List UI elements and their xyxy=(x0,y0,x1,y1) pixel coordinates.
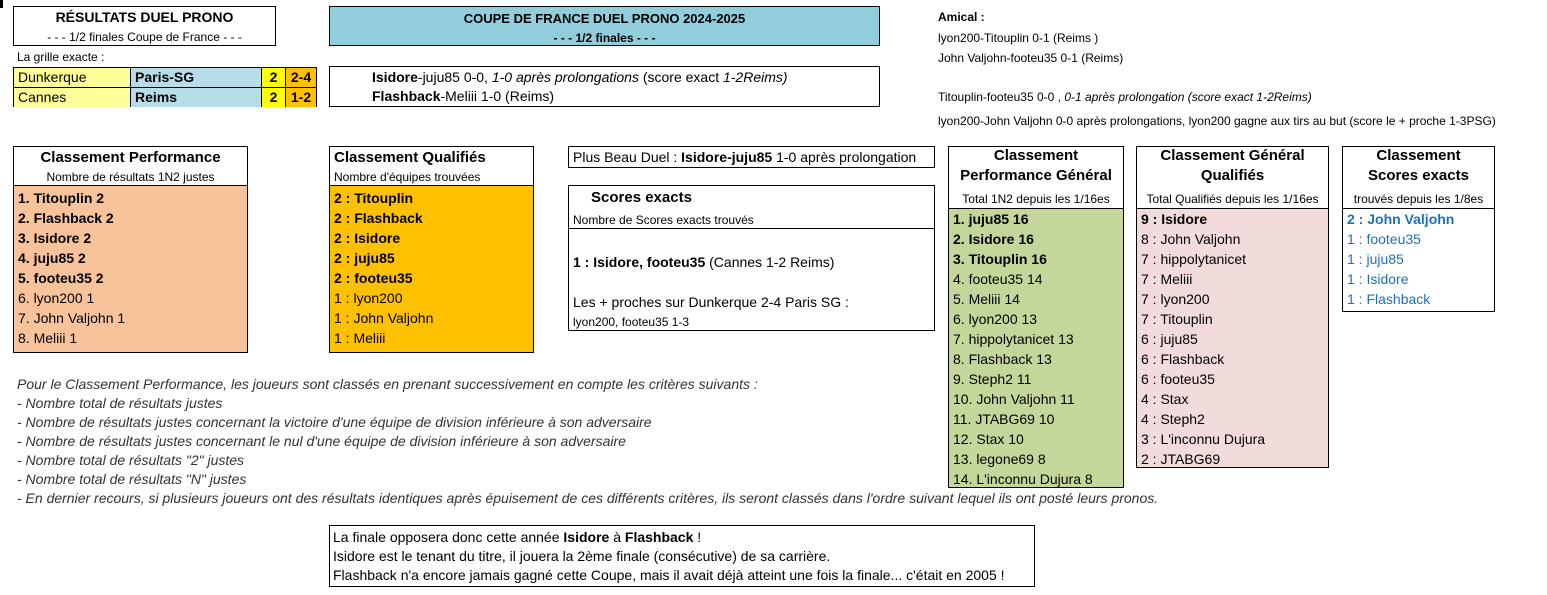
perf-general-header xyxy=(949,147,1123,209)
duel-2-winner: Flashback xyxy=(372,88,441,104)
amical-line-2: John Valjohn-footeu35 0-1 (Reims) xyxy=(938,51,1124,65)
qualif-general-header xyxy=(1137,147,1328,209)
perf-general-row: 13. legone69 8 xyxy=(953,451,1046,467)
perf-general-subtitle: Total 1N2 depuis les 1/16es xyxy=(962,192,1110,206)
match-1-num: 2 xyxy=(262,68,286,87)
scores-result-match: (Cannes 1-2 Reims) xyxy=(705,254,835,270)
match-1-away: Paris-SG xyxy=(131,68,262,87)
perf-row: 1. Titouplin 2 xyxy=(18,190,105,206)
perf-box xyxy=(13,146,248,353)
final-line-3: Flashback n'a encore jamais gagné cette Coupe, mais il avait déjà atteint une fois la finale... c'était en 2005 ! xyxy=(333,567,1005,583)
results-subtitle: - - - 1/2 finales Coupe de France - - - xyxy=(47,30,242,44)
scores-result-names: 1 : Isidore, footeu35 xyxy=(573,254,706,270)
duel-1-winner: Isidore xyxy=(372,69,418,85)
duel-1-extra: 1-0 après prolongations xyxy=(491,69,639,85)
qualif-row: 2 : Flashback xyxy=(334,210,423,226)
qualif-general-row: 8 : John Valjohn xyxy=(1141,231,1241,247)
rules-line: - Nombre total de résultats "2" justes xyxy=(17,452,245,468)
duel-1-paren-italic: 1-2Reims) xyxy=(722,69,788,85)
perf-row: 2. Flashback 2 xyxy=(18,210,114,226)
perf-general-row: 1. juju85 16 xyxy=(953,211,1029,227)
rules-line: - Nombre total de résultats justes xyxy=(17,395,223,411)
qualif-general-row: 9 : Isidore xyxy=(1141,211,1208,227)
qualif-general-row: 6 : footeu35 xyxy=(1141,371,1215,387)
perf-row: 3. Isidore 2 xyxy=(18,230,92,246)
scores-general-title-1: Classement xyxy=(1376,147,1461,164)
qualif-general-row: 7 : Meliii xyxy=(1141,271,1193,287)
rules-line: Pour le Classement Performance, les joueurs sont classés en prenant successivement en compte les critères suivants : xyxy=(17,376,758,392)
duel-2-rest: -Meliii 1-0 (Reims) xyxy=(440,88,555,104)
beau-duel-rest: 1-0 après prolongation xyxy=(772,149,917,165)
qualif-header xyxy=(330,147,533,186)
corner-marker xyxy=(0,0,3,8)
qualif-general-row: 2 : JTABG69 xyxy=(1141,451,1221,467)
final-box xyxy=(329,525,1035,587)
qualif-row: 1 : lyon200 xyxy=(334,290,403,306)
qualif-general-row: 4 : Steph2 xyxy=(1141,411,1205,427)
final-line-1-e: ! xyxy=(693,529,702,545)
qualif-general-list xyxy=(1137,209,1328,467)
qualif-general-row: 4 : Stax xyxy=(1141,391,1189,407)
scores-general-title-2: Scores exacts xyxy=(1368,167,1469,184)
qualif-box xyxy=(329,146,534,353)
perf-general-row: 10. John Valjohn 11 xyxy=(953,391,1075,407)
beau-duel-label: Plus Beau Duel : xyxy=(573,149,682,165)
qualif-general-row: 6 : juju85 xyxy=(1141,331,1198,347)
perf-row: 4. juju85 2 xyxy=(18,250,86,266)
perf-row: 6. lyon200 1 xyxy=(18,290,95,306)
scores-general-row: 1 : Isidore xyxy=(1347,271,1409,287)
perf-general-box xyxy=(948,146,1124,488)
perf-general-row: 3. Titouplin 16 xyxy=(953,251,1047,267)
scores-title: Scores exacts xyxy=(591,189,692,206)
scores-proches-label: Les + proches sur Dunkerque 2-4 Paris SG : xyxy=(573,294,849,310)
perf-header xyxy=(14,147,247,186)
qualif-general-row: 3 : L'inconnu Dujura xyxy=(1141,431,1266,447)
qualif-row: 1 : John Valjohn xyxy=(334,310,434,326)
scores-general-box xyxy=(1342,146,1495,312)
scores-subtitle: Nombre de Scores exacts trouvés xyxy=(573,213,754,227)
match-2-home: Cannes xyxy=(14,88,131,107)
qualif-row: 1 : Meliii xyxy=(334,330,386,346)
duel-2 xyxy=(372,88,879,104)
beau-duel-text xyxy=(573,149,934,165)
qualif-general-row: 6 : Flashback xyxy=(1141,351,1225,367)
qualif-general-row: 7 : Titouplin xyxy=(1141,311,1213,327)
perf-general-row: 6. lyon200 13 xyxy=(953,311,1038,327)
perf-general-row: 9. Steph2 11 xyxy=(953,371,1032,387)
qualif-general-subtitle: Total Qualifiés depuis les 1/16es xyxy=(1146,192,1319,206)
match-1-score: 2-4 xyxy=(286,68,316,87)
perf-general-row: 7. hippolytanicet 13 xyxy=(953,331,1074,347)
scores-general-list xyxy=(1343,209,1494,311)
cup-header xyxy=(329,6,880,46)
cup-subtitle: - - - 1/2 finales - - - xyxy=(553,31,656,45)
scores-header xyxy=(569,186,934,229)
final-line-1-c: à xyxy=(609,529,625,545)
duel-1 xyxy=(372,69,879,85)
match-row-1 xyxy=(14,68,316,88)
scores-general-header xyxy=(1343,147,1494,209)
perf-row: 8. Meliii 1 xyxy=(18,330,78,346)
qualif-row: 2 : Titouplin xyxy=(334,190,414,206)
scores-proches: lyon200, footeu35 1-3 xyxy=(573,315,690,329)
rules-line: - En dernier recours, si plusieurs joueurs ont des résultats identiques après épuisement de ces différents critères, ils seront classés dans l'ordre suivant lequel ils ont posté leurs pronos. xyxy=(17,490,1159,506)
perf-general-row: 8. Flashback 13 xyxy=(953,351,1052,367)
perf-general-list xyxy=(949,209,1123,487)
duel-1-rest: -juju85 0-0, xyxy=(417,69,492,85)
scores-general-row: 1 : footeu35 xyxy=(1347,231,1421,247)
amical-line-1: lyon200-Titouplin 0-1 (Reims ) xyxy=(938,31,1099,45)
perf-title: Classement Performance xyxy=(40,149,221,166)
scores-result xyxy=(573,254,934,270)
final-line-2: Isidore est le tenant du titre, il jouera la 2ème finale (consécutive) de sa carrière. xyxy=(333,548,831,564)
rules-line: - Nombre de résultats justes concernant le nul d'une équipe de division inférieure à son adversaire xyxy=(17,433,626,449)
perf-general-row: 14. L'inconnu Dujura 8 xyxy=(953,471,1093,487)
beau-duel-pair: Isidore-juju85 xyxy=(681,149,773,165)
amical-line-3 xyxy=(938,90,1312,104)
match-row-2 xyxy=(14,88,316,107)
perf-general-row: 11. JTABG69 10 xyxy=(953,411,1055,427)
match-2-num: 2 xyxy=(262,88,286,107)
scores-box xyxy=(568,185,935,331)
results-title: RÉSULTATS DUEL PRONO xyxy=(55,9,234,25)
perf-general-row: 5. Meliii 14 xyxy=(953,291,1020,307)
beau-duel-box xyxy=(568,146,935,168)
qualif-list xyxy=(330,186,533,352)
results-header xyxy=(13,6,276,46)
match-2-score: 1-2 xyxy=(286,88,316,107)
qualif-row: 2 : juju85 xyxy=(334,250,395,266)
scores-general-row: 1 : juju85 xyxy=(1347,251,1404,267)
amical-line-4: lyon200-John Valjohn 0-0 après prolongations, lyon200 gagne aux tirs au but (score le + proche 1-3PSG) xyxy=(938,114,1496,128)
qualif-row: 2 : footeu35 xyxy=(334,270,413,286)
perf-row: 5. footeu35 2 xyxy=(18,270,104,286)
qualif-general-row: 7 : lyon200 xyxy=(1141,291,1210,307)
perf-general-title-2: Performance Général xyxy=(960,167,1112,184)
scores-general-row: 2 : John Valjohn xyxy=(1347,211,1455,227)
rules-line: - Nombre total de résultats "N" justes xyxy=(17,471,247,487)
qualif-general-row: 7 : hippolytanicet xyxy=(1141,251,1247,267)
cup-title: COUPE DE FRANCE DUEL PRONO 2024-2025 xyxy=(463,11,746,26)
perf-general-row: 2. Isidore 16 xyxy=(953,231,1034,247)
match-2-away: Reims xyxy=(131,88,262,107)
final-player-2: Flashback xyxy=(624,529,694,545)
qualif-subtitle: Nombre d'équipes trouvées xyxy=(334,170,481,184)
rules-line: - Nombre de résultats justes concernant la victoire d'une équipe de division inférieure à son adversaire xyxy=(17,414,652,430)
amical-title: Amical : xyxy=(938,10,985,24)
perf-row: 7. John Valjohn 1 xyxy=(18,310,126,326)
qualif-row: 2 : Isidore xyxy=(334,230,401,246)
qualif-general-title-2: Qualifiés xyxy=(1200,167,1265,184)
qualif-general-box xyxy=(1136,146,1329,468)
final-line-1 xyxy=(333,529,1034,545)
grid-table xyxy=(13,67,317,107)
scores-general-subtitle: trouvés depuis les 1/8es xyxy=(1353,192,1484,206)
qualif-general-title-1: Classement Général xyxy=(1160,147,1305,164)
perf-subtitle: Nombre de résultats 1N2 justes xyxy=(46,170,215,184)
qualif-title: Classement Qualifiés xyxy=(334,149,486,166)
final-player-1: Isidore xyxy=(563,529,610,545)
amical-line-3-italic: 0-1 après prolongation (score exact 1-2Reims) xyxy=(1064,90,1312,104)
duel-1-paren: (score exact xyxy=(638,69,723,85)
match-1-home: Dunkerque xyxy=(14,68,131,87)
perf-general-row: 4. footeu35 14 xyxy=(953,271,1043,287)
scores-general-row: 1 : Flashback xyxy=(1347,291,1431,307)
perf-list xyxy=(14,186,247,352)
final-line-1-a: La finale opposera donc cette année xyxy=(333,529,564,545)
duels-box xyxy=(329,66,880,107)
perf-general-row: 12. Stax 10 xyxy=(953,431,1024,447)
amical-line-3-start: Titouplin-footeu35 0-0 , xyxy=(938,90,1065,104)
perf-general-title-1: Classement xyxy=(993,147,1079,164)
grid-label: La grille exacte : xyxy=(17,50,105,64)
